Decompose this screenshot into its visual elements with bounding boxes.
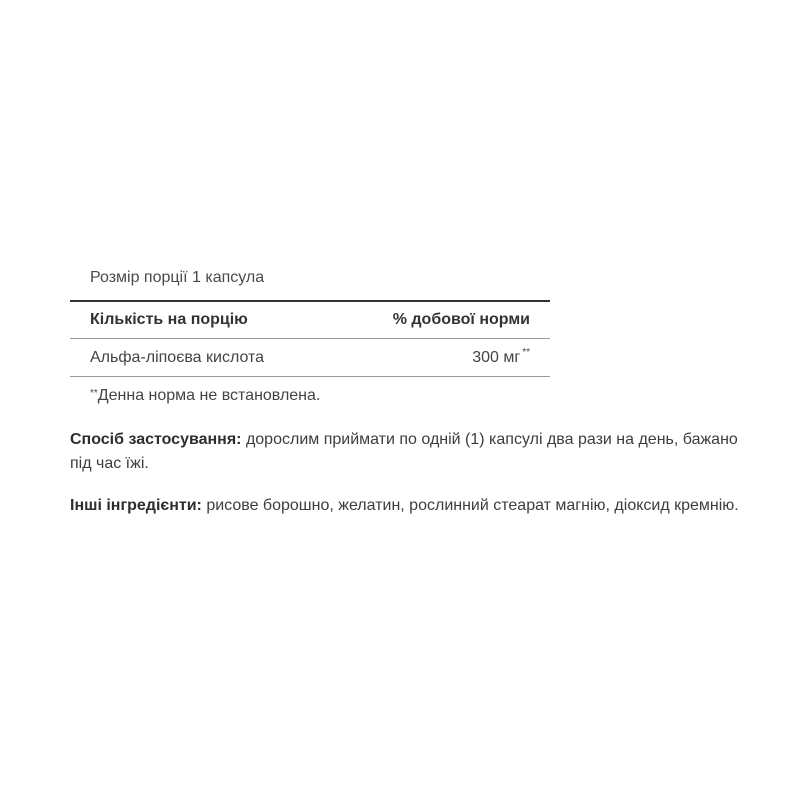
other-ingredients-text: рисове борошно, желатин, рослинний стеарат магнію, діоксид кремнію. <box>201 497 739 514</box>
nutrient-name: Альфа-ліпоєва кислота <box>90 348 265 366</box>
nutrient-amount: 300 мг <box>472 348 521 366</box>
footnote-mark: ** <box>90 388 98 399</box>
other-ingredients-paragraph <box>70 494 740 518</box>
nutrient-amount-cell <box>472 346 530 367</box>
directions-label: Спосіб застосування: <box>70 431 242 448</box>
directions-paragraph <box>70 428 740 476</box>
daily-value-header: % добової норми <box>392 311 530 328</box>
amount-per-serving-header: Кількість на порцію <box>90 311 248 328</box>
table-header-row <box>70 302 550 338</box>
footnote <box>70 383 550 409</box>
daily-value-mark: ** <box>522 346 530 358</box>
table-row <box>70 339 550 376</box>
supplement-facts-table <box>70 264 550 409</box>
serving-size: Розмір порції 1 капсула <box>90 269 265 286</box>
other-ingredients-label: Інші інгредієнти: <box>70 497 202 514</box>
directions-text: дорослим приймати по одній (1) капсулі два рази на день, бажано під час їжі. <box>70 431 738 472</box>
table-bottom-rule <box>70 376 550 377</box>
footnote-text: Денна норма не встановлена. <box>97 387 321 404</box>
